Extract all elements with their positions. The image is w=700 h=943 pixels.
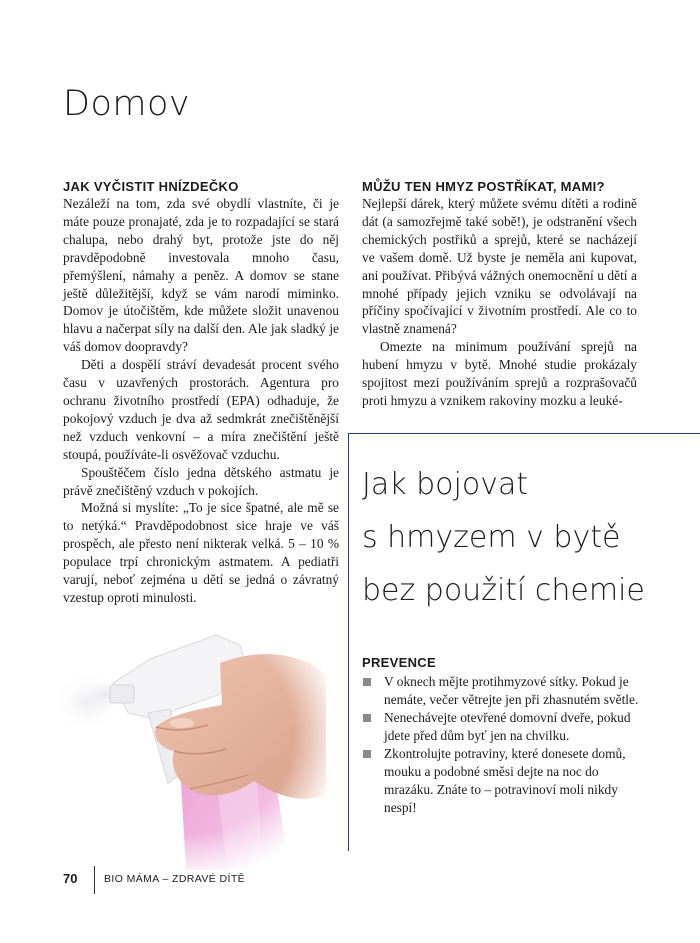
list-item (362, 745, 642, 817)
section-heading-nest: JAK VYČISTIT HNÍZDEČKO (63, 179, 239, 194)
list-item (362, 673, 642, 709)
paragraph: Omezte na minimum používání sprejů na hubení hmyzu v bytě. Mnohé studie prokázaly spojitost mezi používáním sprejů a rozprašovačů proti hmyzu a vznikem rakoviny mozku a leuké- (362, 339, 637, 408)
square-bullet-icon (363, 714, 371, 722)
square-bullet-icon (363, 678, 371, 686)
paragraph: Nezáleží na tom, zda své obydlí vlastníte, či je máte pouze pronajaté, zda je to rozpadající se stará chalupa, nebo drahý byt, protože jste do něj pravděpodobně investovala mnoho času, přemýšlení, námahy a peněz. A domov se stane ještě důležitější, když se vám narodí miminko. Domov je útočištěm, kde můžete složit unavenou hlavu a načerpat síly na další den. Ale jak sladký je váš domov doopravdy? (63, 196, 339, 355)
footer-divider (94, 866, 95, 894)
list-item (362, 709, 642, 745)
paragraph: Nejlepší dárek, který můžete svému dítěti a rodině dát (a samozřejmě také sobě!), je odstranění všech chemických postřiků a sprejů, které se nacházejí ve vašem domě. Už byste je neměla ani kupovat, ani používat. Přibývá vážných onemocnění u dětí a mnohé případy jejich vzniku se odvolávají na příčiny spočívající v životním prostředí. Ale co to vlastně znamená? (362, 196, 637, 337)
running-header: BIO MÁMA – ZDRAVÉ DÍTĚ (104, 873, 246, 885)
paragraph: Spouštěčem číslo jedna dětského astmatu je právě znečištěný vzduch v pokojích. (63, 464, 339, 498)
left-column (63, 178, 339, 607)
page-title: Domov (63, 84, 191, 124)
prevention-heading: PREVENCE (362, 655, 436, 670)
paragraph: Možná si myslíte: „To je sice špatné, ale mě se to netýká.“ Pravděpodobnost sice hraje ve váš prospěch, ale přesto není nikterak velká. 5 – 10 % populace trpí chronickým astmatem. A pediatři varují, neboť zejména u dětí se jedná o závratný vzestup oproti minulosti. (63, 500, 339, 605)
paragraph: Děti a dospělí stráví devadesát procent svého času v uzavřených prostorách. Agentura pro ochranu životního prostředí (EPA) odhaduje, že pokojový vzduch je dva až sedmkrát znečištěnější než vzduch venkovní – a míra znečištění ještě stoupá, používáte-li osvěžovač vzduchu. (63, 357, 339, 462)
box-title-line: Jak bojovat (362, 467, 529, 502)
prevention-list (362, 673, 642, 817)
prevention-section (362, 654, 642, 817)
section-heading-spray: MŮŽU TEN HMYZ POSTŘÍKAT, MAMI? (362, 179, 605, 194)
list-item-text: Zkontrolujte potraviny, které donesete domů, mouku a podobné směsi dejte na noc do mrazáku. Znáte to – potravinoví moli nikdy nespí! (384, 746, 626, 815)
box-title-line: bez použití chemie (362, 573, 645, 608)
box-title (362, 458, 682, 617)
page-number: 70 (63, 871, 78, 886)
list-item-text: V oknech mějte protihmyzové sítky. Pokud je nemáte, večer větrejte jen při zhasnutém světle. (384, 674, 639, 707)
box-title-line: s hmyzem v bytě (362, 520, 621, 555)
spray-bottle-photo (58, 605, 326, 870)
list-item-text: Nenechávejte otevřené domovní dveře, pokud jdete před dům byť jen na chvilku. (384, 710, 631, 743)
right-column (362, 178, 637, 410)
square-bullet-icon (363, 750, 371, 758)
